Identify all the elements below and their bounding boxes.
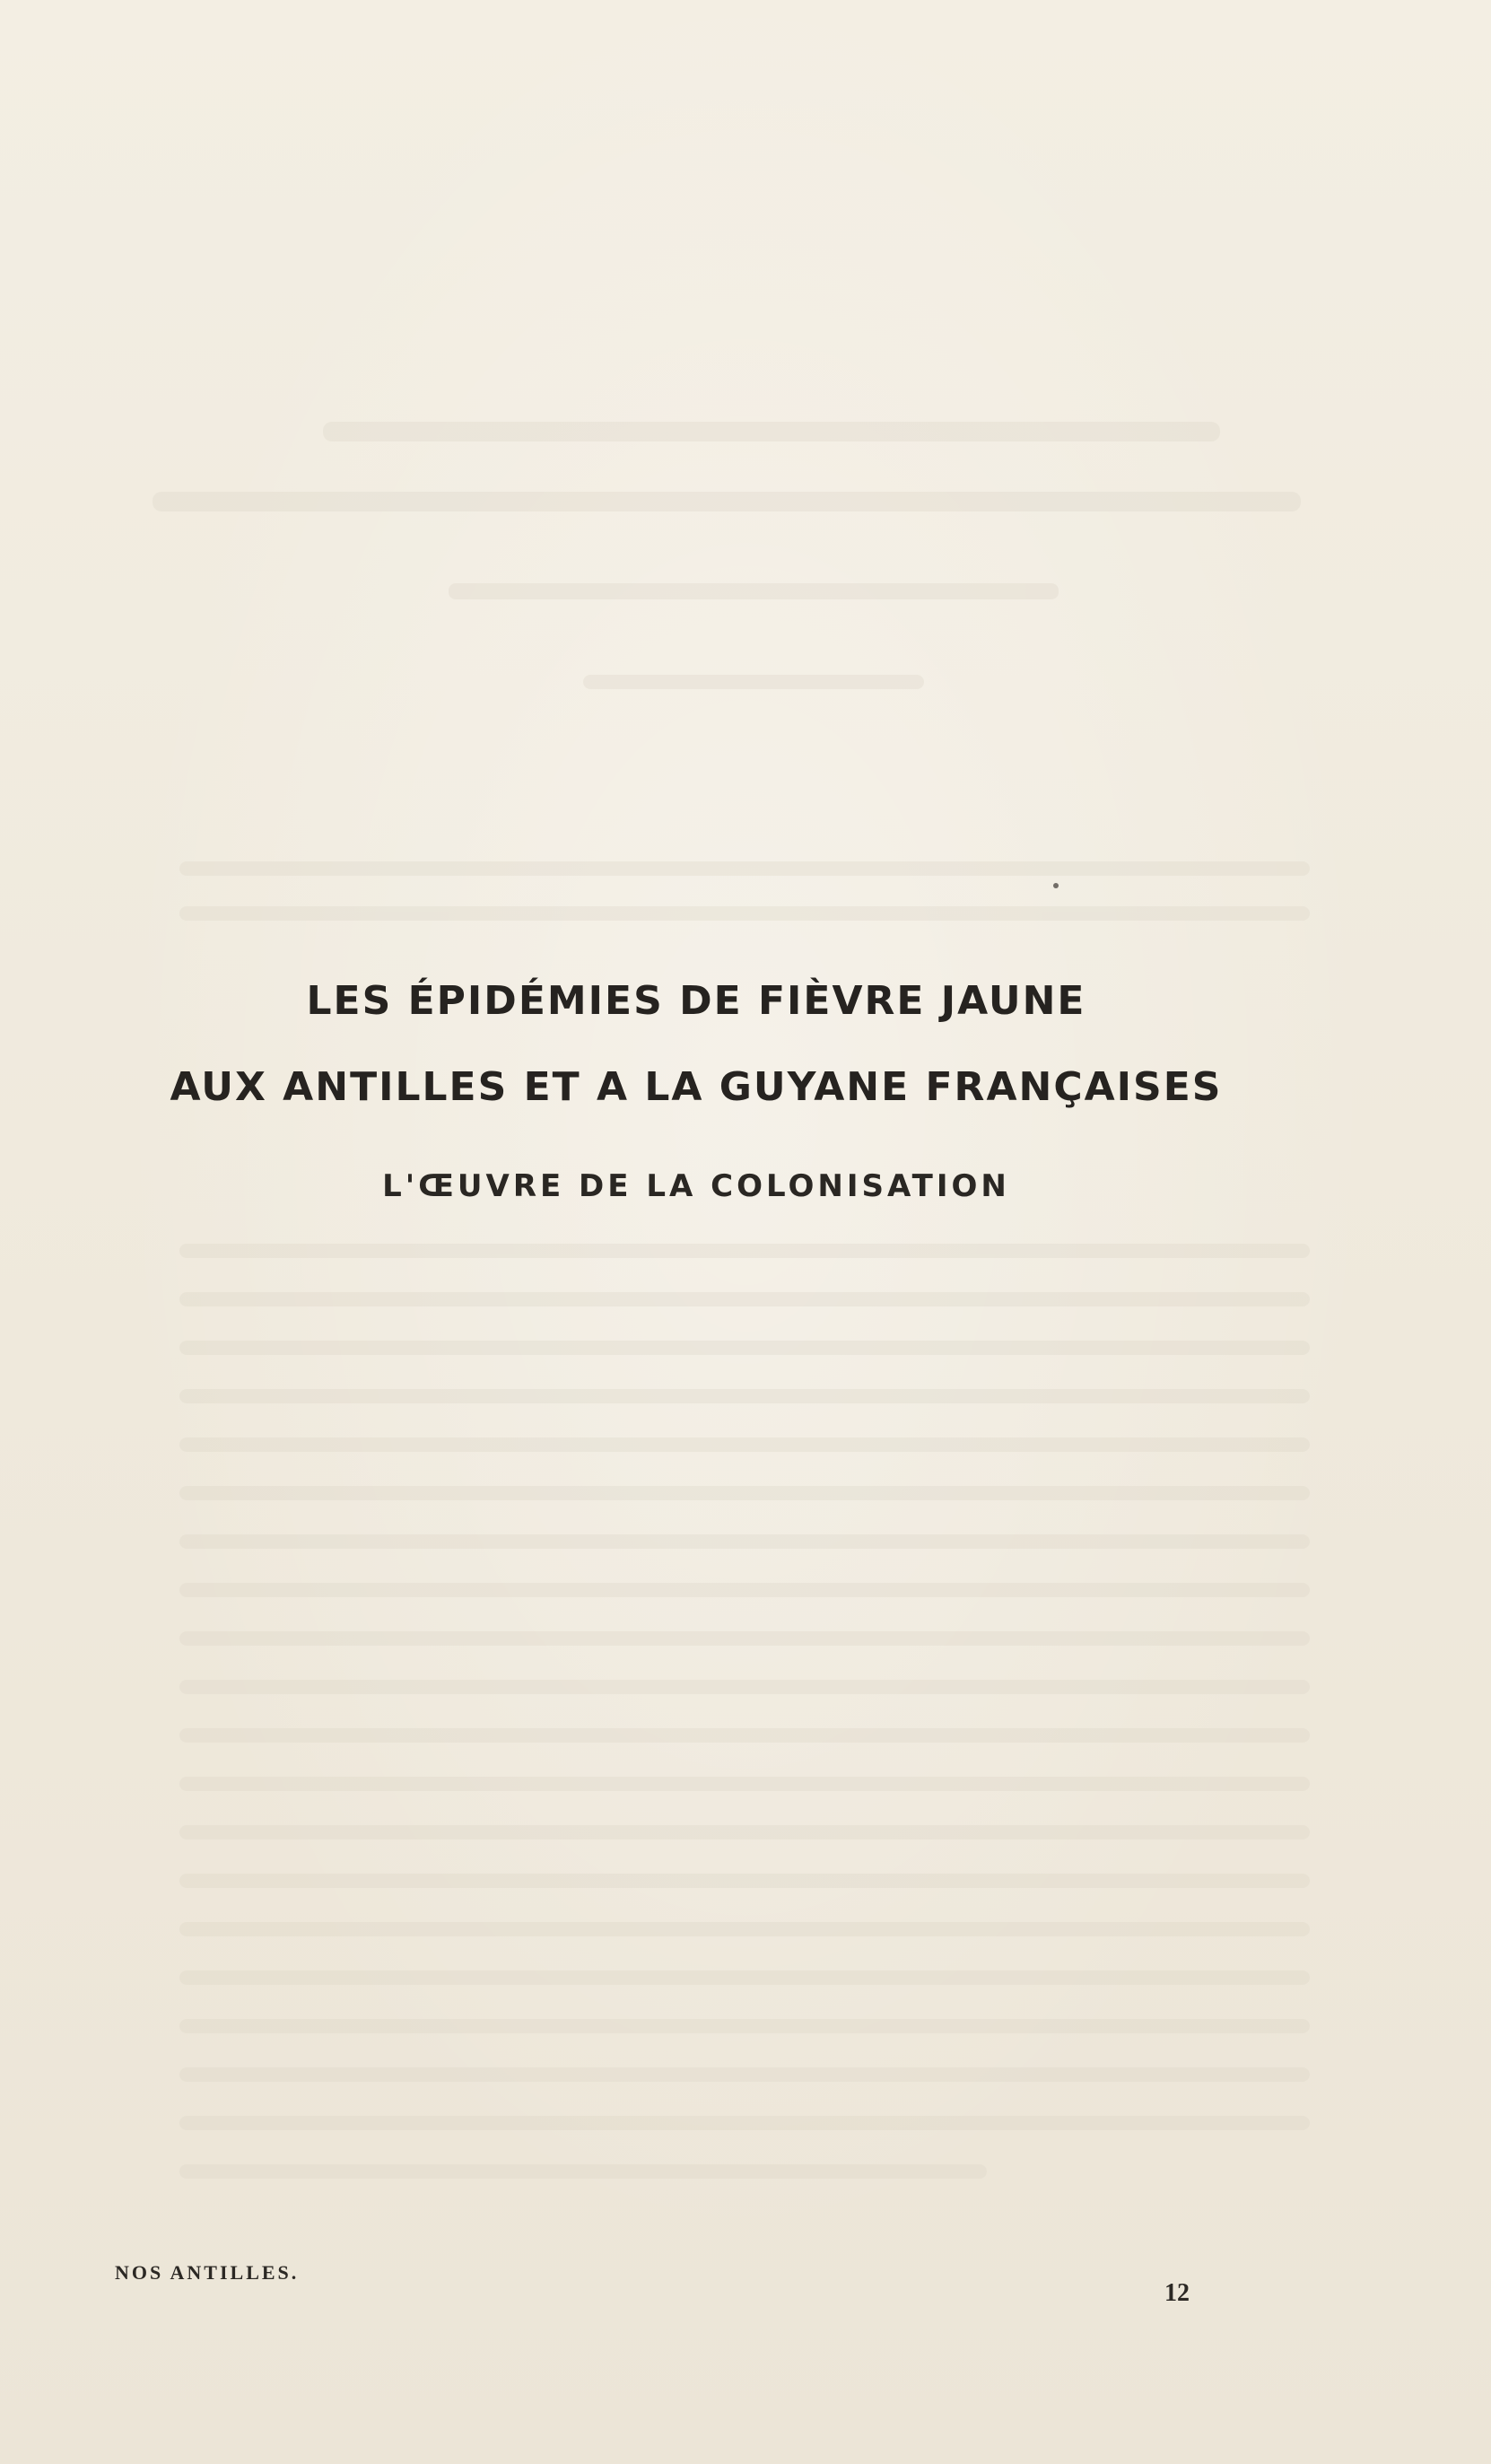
printer-signature: NOS ANTILLES. [115, 2261, 300, 2284]
subtitle: L'ŒUVRE DE LA COLONISATION [382, 1168, 1010, 1204]
sheet-number: 12 [1164, 2279, 1190, 2307]
title-line-2: AUX ANTILLES ET A LA GUYANE FRANÇAISES [170, 1064, 1223, 1110]
ink-speck [1053, 883, 1059, 888]
title-line-1: LES ÉPIDÉMIES DE FIÈVRE JAUNE [306, 978, 1086, 1024]
